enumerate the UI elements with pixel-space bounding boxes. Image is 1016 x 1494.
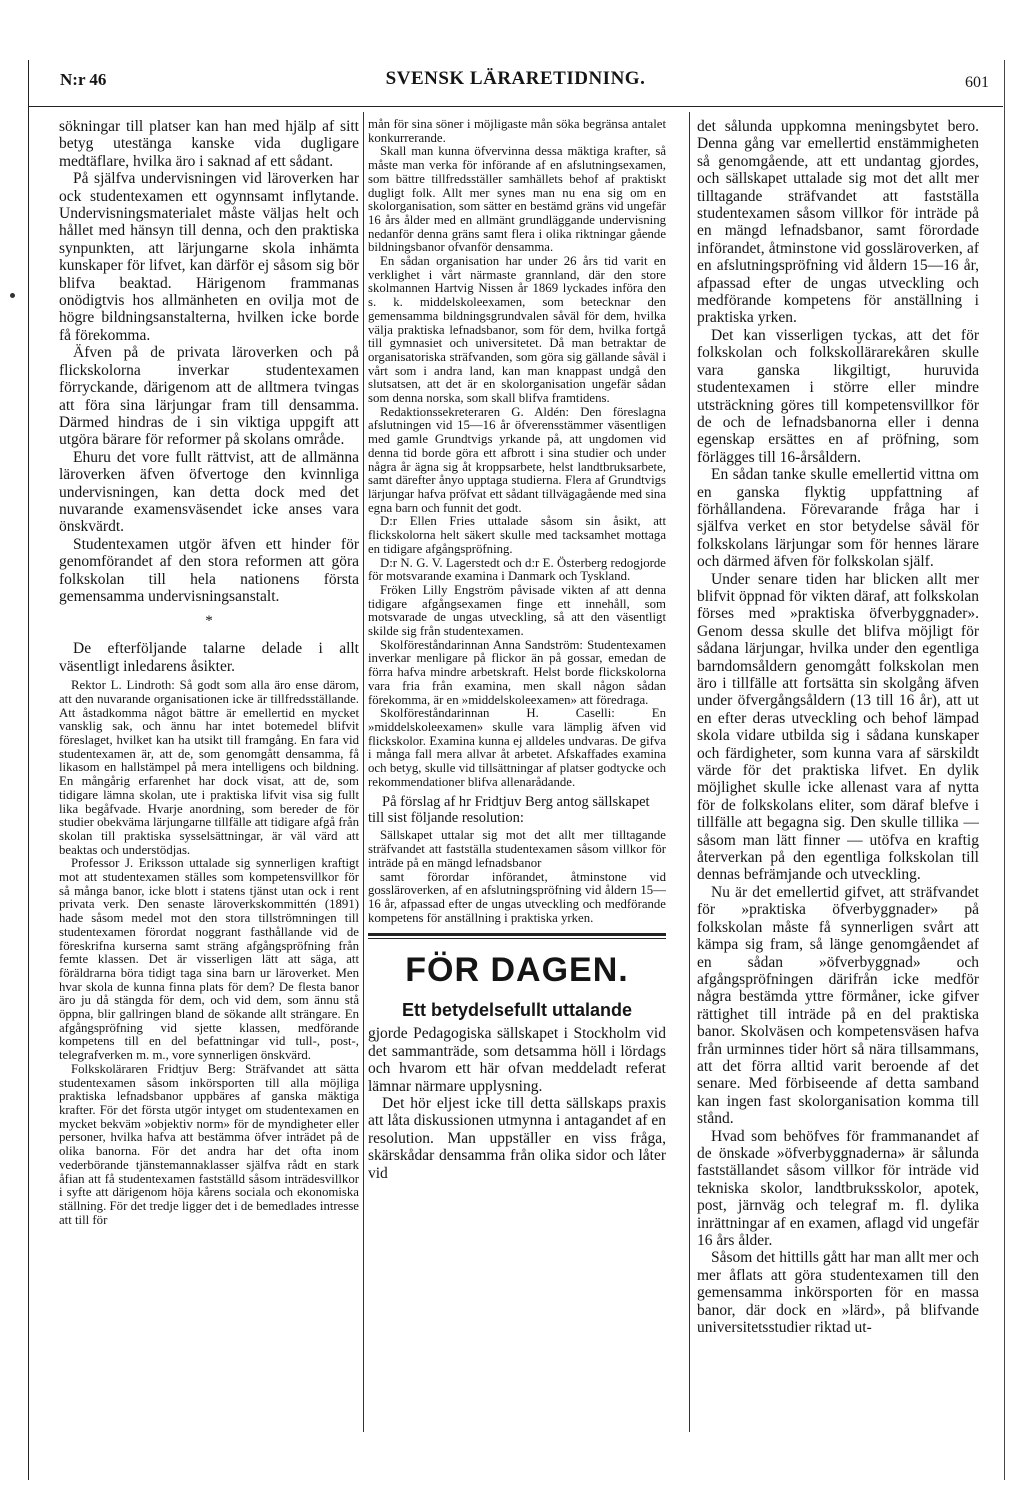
paragraph: Under senare tiden har blicken allt mer blifvit öppnad för vikten däraf, att folkskolan förses med »praktiska öfverbyggnader». Genom dessa skulle det blifva möjligt för sådana lärjungar, hvilka under den egentliga barndomsåldern genomgått folkskolan men äro i tillfälle att fortsätta sin skolgång äfven under öfvergångsåldern (13 till 16 år), att ut en efter deras utveckling och behof lämpad skola vidare utbilda sig i sådana kunskaper och färdigheter, som kunna vara af särskildt värde för det praktiska lifvet. En dylik möjlighet skulle icke allenast vara af nytta för de folkskolans eliter, som däraf blefve i tillfälle att begagna sig. Den skulle tillika — såsom man lätt finner — utöfva en kraftig återverkan på den egentliga folkskolan till dennas befrämjande och utveckling.: [697, 570, 979, 884]
page-header: [28, 60, 1003, 107]
col2-speeches: [368, 118, 666, 789]
speech-paragraph: Rektor L. Lindroth: Så godt som alla äro ense därom, att den nuvarande organisationen icke är tillfredsställande. Att åstadkomma något bättre är emellertid en mycket vansklig sak, och ännu har intet botemedel blifvit föreslaget, hvilket kan ha utsikt till framgång. En fara vid studentexamen är, att de, som genomgått densamma, få likasom en hallstämpel på mera intelligens och bildning. En mångårig erfarenhet har dock visat, att de, som tidigare lämna skolan, ute i praktiska lifvit visa sig fullt lika begåfvade. Hvarje anordning, som bereder de för studier obekväma lärjungarne tillfälle att tidigare afgå från skolan till praktiska sysselsättningar, är väl värd att beaktas och understödjas.: [59, 678, 359, 857]
col1-body: [59, 118, 359, 605]
paragraph: Nu är det emellertid gifvet, att sträfvandet för »praktiska öfverbyggnader» på folkskolan måste få synnerligen svårt att kämpa sig fram, så länge genomgåendet af en sådan »öfverbyggnad» och afgångspröfningen därifrån icke medför några bestämda yttre förmåner, icke gifver rättighet till inträde på en del praktiska banor. Skolväsen och kompetensväsen hafva från urminnes tider hört så nära tillsammans, att det förra alltid varit beroende af det senare. Med förbiseende af detta samband kan ingen fast skolorganisation komma till stånd.: [697, 883, 979, 1128]
paragraph: Äfven på de privata läroverken och på flickskolorna inverkar studentexamen förryckande, därigenom att de alltmera tvingas att föra sina lärjungar fram till densamma. Därmed hindras de i sin viktiga uppgift att utgöra bärare för reformer på skolans område.: [59, 344, 359, 449]
journal-title: SVENSK LÄRARETIDNING.: [385, 68, 646, 89]
paragraph: Såsom det hittills gått har man allt mer och mer åflats att göra studentexamen till den gemensamma inkörsporten för en massa banor, där dock en »lärd», på blifvande universitetsstudier riktad ut-: [697, 1249, 979, 1337]
paragraph: det sålunda uppkomna meningsbytet bero. Denna gång var emellertid enstämmigheten så genomgående, att ett undantag gjordes, och sällskapet uttalade sig mot det allt mer tilltagande sträfvandet att fastställa studentexamen såsom villkor för inträde på en mängd lefnadsbanor, samt förordade införandet, åtminstone vid gossläroverken, af en afslutningspröfning vid åldern 15—16 år, afpassad efter de ungas utveckling och medförande kompetens för anställning i praktiska yrken.: [697, 118, 979, 327]
paragraph: På själfva undervisningen vid läroverken har ock studentexamen ett ogynnsamt inflytande. Undervisningsmaterialet måste väljas helt och hållet med hänsyn till denna, och den praktiska synpunkten, att lärjungarne skola inhämta kunskaper för lifvet, kan därför ej såsom sig bör blifva beaktad. Härigenom frammanas onödigtvis hos allmänheten en ovilja mot de högre bildningsanstalterna, hvilken icke borde få förekomma.: [59, 170, 359, 344]
column-2: [368, 118, 666, 1436]
col1-speeches: [59, 679, 359, 1227]
speech-paragraph: Folkskoläraren Fridtjuv Berg: Sträfvandet att sätta studentexamen såsom inkörsporten till alla möjliga praktiska lefnadsbanor uppbäres af ganska mäktiga krafter. För det första utgör intyget om studentexamen en mycket bekväm »objektiv norm» för de myndigheter eller personer, hvilka hafva att bestämma öfver inträdet på de olika banorna. För det andra har det ofta inom vederbörande tjänstemannaklasser själfva rådt en stark åfian att få studentexamen fastställd såsom inträdesvillkor i syfte att därigenom höja kårens sociala och ekonomiska ställning. För det tredje ligger det i de bemedlades intresse att till för: [59, 1061, 359, 1227]
speech-paragraph: Professor J. Eriksson uttalade sig synnerligen kraftigt mot att studentexamen ställes som kompetensvillkor för så många banor, icke blott i statens tjänst utan ock i rent privata verk. Den senaste läroverkskommittén (1891) hade såsom medel mot den stora tillströmningen till studentexamen förordat noggrant fasthållande vid de föreskrifna kurserna samt sträng afgångspröfning från femte klassen. Det är visserligen lätt att säga, att föräldrarna böra tidigt taga sina barn ur läroverket. Men hvar skola de kunna finna plats för dem? De flesta banor äro ju då stängda för dem, och vid dem, som ännu stå öppna, blir gallringen bland de sökande allt strängare. En afgångspröfning vid sjette klassen, medförande kompetens till en del befattningar vid tull-, post-, telegrafverken m. m., vore synnerligen önskvärd.: [59, 856, 359, 1063]
column-1: [59, 118, 359, 1436]
paragraph: En sådan tanke skulle emellertid vittna om en ganska flyktig uppfattning af förhållandena. Förevarande fråga har i själfva verket en stor betydelse såväl för folkskolans lärjungar som för hennes lärare och därmed äfven för folkskolan själf.: [697, 466, 979, 571]
article-title: Ett betydelsefullt uttalande: [401, 1000, 633, 1021]
paragraph: Studentexamen utgör äfven ett hinder för genomförandet af den stora reformen att göra folkskolan till hela nationens första gemensamma undervisningsanstalt.: [59, 535, 359, 605]
speech-paragraph: Fröken Lilly Engström påvisade vikten af att denna tidigare afgångsexamen finge ett innehåll, som motsvarade de ungas utveckling, så att den väsentligt skilde sig från studentexamen.: [368, 582, 666, 639]
speech-paragraph: En sådan organisation har under 26 års tid varit en verklighet i vårt närmaste grannland, där den store skolmannen Hartvig Nissen år 1869 lyckades införa den s. k. middelskoleexamen, som betecknar den gemensamma bildningsgrundvalen såväl för dem, hvilka välja praktiska lefnadsbanor, som för dem, hvilka fortgå till gymnasiet och universitetet. Då man betraktar de organisatoriska sträfvanden, som göra sig gällande såväl i vårt som i andra land, kan man knappast undgå den slutsatsen, att det är en skolorganisation ungefär sådan som denna norska, som skall blifva framtidens.: [368, 254, 666, 406]
resolution-paragraph: samt förordar införandet, åtminstone vid gossläroverken, af en afslutningspröfning vid åldern 15—16 år, afpassad efter de ungas utveckling och medförande kompetens för anställning i praktiska yrken.: [368, 869, 666, 925]
resolution-text: [368, 829, 666, 925]
speech-paragraph: D:r Ellen Fries uttalade såsom sin åsikt, att flickskolorna helt säkert skulle med tacksamhet mottaga en tidigare afgångspröfning.: [368, 514, 666, 556]
section-separator: *: [205, 613, 213, 630]
resolution-paragraph: Sällskapet uttalar sig mot det allt mer tilltagande sträfvandet att fastställa studentexamen såsom villkor för inträde på en mängd lefnadsbanor: [368, 828, 666, 870]
col3-body: [697, 118, 979, 1336]
speech-paragraph: Redaktionssekreteraren G. Aldén: Den föreslagna afslutningen vid 15—16 år öfverensstämmer väsentligen med gamle Grundtvigs yrkande på, att ungdomen vid denna tid borde göra ett afbrott i sina studier och under några år ägna sig åt kroppsarbete, helst landtbruksarbete, samt därefter ånyo upptaga studierna. Flera af Grundtvigs lärjungar hafva pröfvat ett sådant tillvägagående med sina egna barn och funnit det godt.: [368, 404, 666, 515]
column-rule: [689, 112, 690, 1432]
paragraph: Hvad som behöfves för frammanandet af de önskade »öfverbyggnaderna» är sålunda fastställandet såsom villkor för inträde vid tekniska skolor, landtbruksskolor, apotek, post, järnväg och telegraf m. fl. dylika inrättningar af en examen, aflagd vid ungefär 16 års ålder.: [697, 1127, 979, 1249]
resolution-intro: På förslag af hr Fridtjuv Berg antog sällskapet till sist följande resolution:: [368, 794, 650, 827]
paragraph: gjorde Pedagogiska sällskapet i Stockholm vid det sammanträde, som detsamma höll i lördags och hvarom ett här ofvan meddeladt referat lämnar närmare upplysning.: [368, 1025, 666, 1095]
section-rule-thin: [368, 938, 666, 939]
paragraph: Det hör eljest icke till detta sällskaps praxis att låta diskussionen utmynna i antagandet af en resolution. Man uppställer en viss fråga, skärskådar densamma från olika sidor och låter vid: [368, 1095, 666, 1182]
speakers-intro: De efterföljande talarne delade i allt väsentligt inledarens åsikter.: [59, 640, 359, 675]
speech-paragraph: D:r N. G. V. Lagerstedt och d:r E. Österberg redogjorde för motsvarande examina i Danmark och Tyskland.: [368, 555, 666, 584]
speech-paragraph: Skolföreståndarinnan Anna Sandström: Studentexamen inverkar menligare på flickor än på gossar, emedan de förra hafva mindre arbetskraft. Helst borde flickskolorna vara fria från examina, men skall någon sådan förekomma, är en »middelskoleexamen» att föredraga.: [368, 637, 666, 707]
page-number: 601: [965, 74, 989, 91]
article-body: [368, 1025, 666, 1182]
section-title: FÖR DAGEN.: [405, 951, 629, 990]
speech-paragraph: Skolföreståndarinnan H. Caselli: En »middelskoleexamen» skulle vara lämplig äfven vid flickskolor. Examina kunna ej alldeles undvaras. De gifva i många fall mera allvar åt arbetet. Afskaffades examina och betyg, skulle vid tillsättningar af platser godtycke och rekommendationer blifva allenarådande.: [368, 706, 666, 789]
column-3: [697, 118, 979, 1436]
speech-paragraph: Skall man kunna öfvervinna dessa mäktiga krafter, så måste man verka för införande af en afslutningsexamen, som bättre tillfredsställer samhällets behof af praktiskt dugligt folk. Allt mer synes man nu ena sig om en skolorganisation, som sätter en bestämd gräns vid ungefär 16 års ålder med en allmänt grundläggande undervisning nedanför denna gräns samt flera i olika riktningar gående bildningsbanor ofvanför densamma.: [368, 144, 666, 255]
paragraph: sökningar till platser kan han med hjälp af sitt betyg utestänga kanske vida dugligare medtäflare, hvilka äro i saknad af ett sådant.: [59, 118, 359, 170]
paragraph: Ehuru det vore fullt rättvist, att de allmänna läroverken äfven öfvertoge den kvinnliga undervisningen, kan detta dock med det nuvarande examensväsendet icke anses vara önskvärdt.: [59, 448, 359, 536]
punch-dot: [10, 293, 15, 298]
issue-number: N:r 46: [60, 70, 107, 89]
section-rule-thick: [368, 933, 666, 936]
paragraph: Det kan visserligen tyckas, att det för folkskolan och folkskollärarekåren skulle vara ganska likgiltigt, huruvida studentexamen i större eller mindre utsträckning göres till kompetensvillkor för de och de lefnadsbanorna eller i denna egenskap ersättes en af pröfning, som förlägges till 16-årsåldern.: [697, 326, 979, 466]
column-rule: [363, 112, 364, 1432]
speech-paragraph: mån för sina söner i möjligaste mån söka begränsa antalet konkurrerande.: [368, 118, 666, 145]
